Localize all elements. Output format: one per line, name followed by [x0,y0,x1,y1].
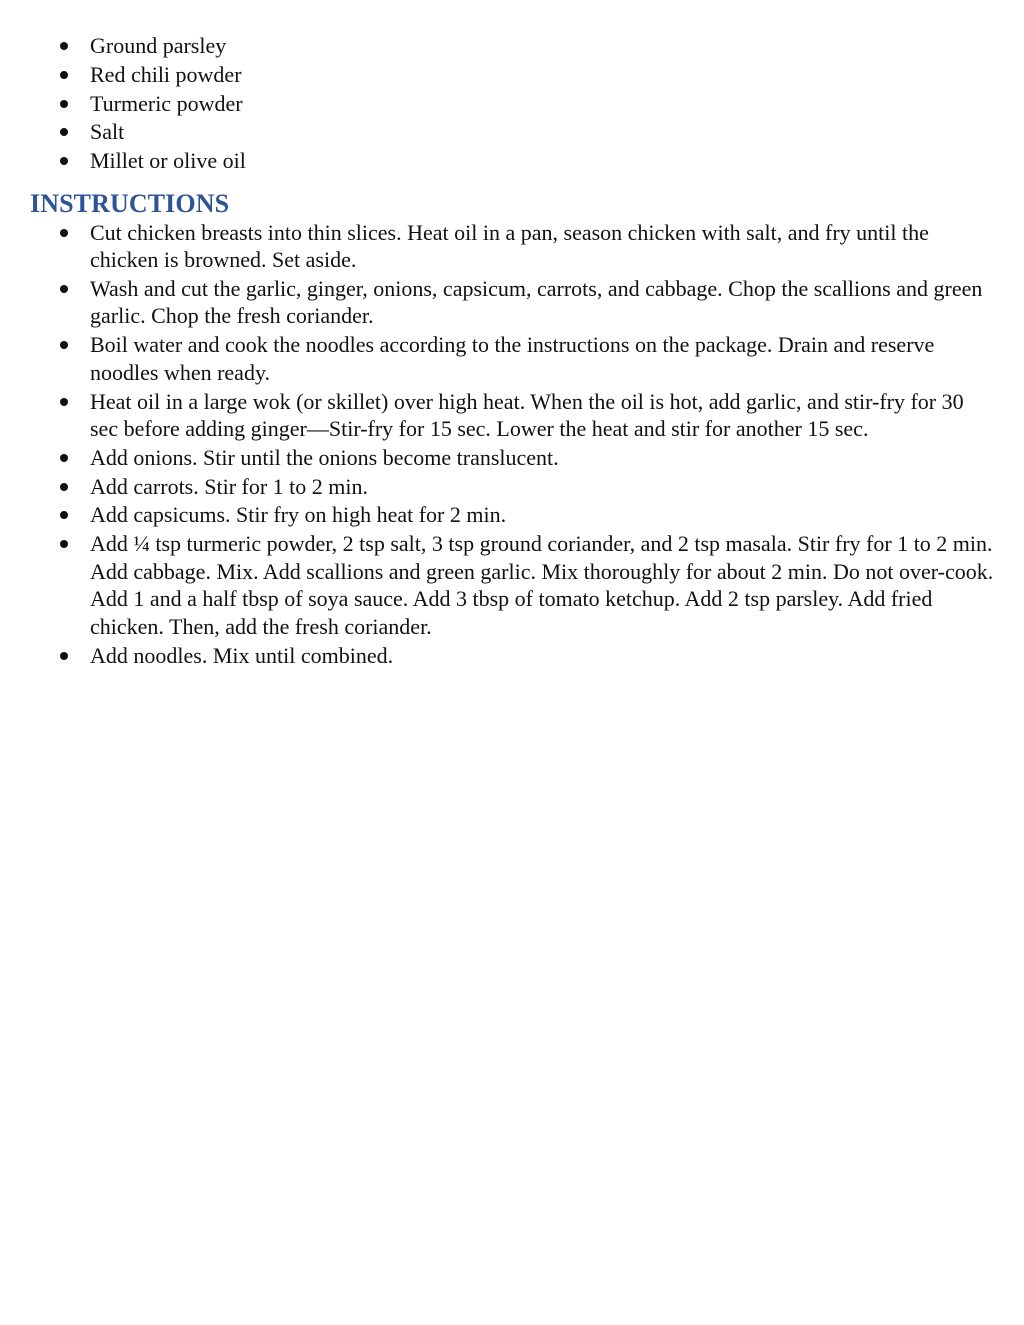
instruction-text: Add carrots. Stir for 1 to 2 min. [90,473,369,499]
instruction-text: Add ¼ tsp turmeric powder, 2 tsp salt, 3 tsp ground coriander, and 2 tsp masala. Stir fry for 1 to 2 min. Add cabbage. Mix. Add scallions and green garlic. Mix thoroughly for about 2 min. Do not over-cook. Add 1 and a half tbsp of soya sauce. Add 3 tbsp of tomato ketchup. Add 2 tsp parsley. Add fried chicken. Then, add the fresh coriander. [90,531,994,639]
bullet-icon [60,511,68,519]
instruction-text: Heat oil in a large wok (or skillet) over high heat. When the oil is hot, add garlic, and stir-fry for 30 sec before adding ginger—Stir-fry for 15 sec. Lower the heat and stir for another 15 sec. [90,388,964,442]
list-item [30,444,996,472]
instruction-text: Boil water and cook the noodles according to the instructions on the package. Drain and reserve noodles when ready. [90,332,935,385]
ingredient-text: Ground parsley [90,33,227,58]
instruction-text: Wash and cut the garlic, ginger, onions, capsicum, carrots, and cabbage. Chop the scallions and green garlic. Chop the fresh coriander. [90,275,983,329]
bullet-icon [60,483,68,491]
list-item [30,642,996,670]
list-item [30,530,996,640]
list-item [30,219,996,274]
bullet-icon [60,454,68,462]
ingredients-list [30,32,996,175]
list-item [30,61,996,89]
ingredient-text: Millet or olive oil [90,148,246,174]
instruction-text: Add onions. Stir until the onions become translucent. [90,444,559,470]
bullet-icon [60,128,68,136]
list-item [30,331,996,386]
ingredient-text: Salt [90,119,125,145]
bullet-icon [60,229,68,237]
bullet-icon [60,540,68,548]
instruction-text: Add noodles. Mix until combined. [90,642,394,668]
bullet-icon [60,285,68,293]
bullet-icon [60,71,68,79]
list-item [30,147,996,175]
list-item [30,388,996,443]
ingredient-text: Red chili powder [90,61,242,87]
list-item [30,473,996,501]
bullet-icon [60,341,68,349]
instructions-heading: INSTRUCTIONS [30,188,230,218]
instruction-text: Add capsicums. Stir fry on high heat for 2 min. [90,502,507,528]
instructions-list [30,219,996,669]
instruction-text: Cut chicken breasts into thin slices. Heat oil in a pan, season chicken with salt, and fry until the chicken is browned. Set aside. [90,219,929,273]
list-item [30,32,996,60]
bullet-icon [60,42,68,50]
bullet-icon [60,398,68,406]
bullet-icon [60,100,68,108]
list-item [30,118,996,146]
list-item [30,501,996,529]
list-item [30,275,996,330]
ingredient-text: Turmeric powder [90,90,243,116]
list-item [30,90,996,118]
bullet-icon [60,157,68,165]
bullet-icon [60,652,68,660]
